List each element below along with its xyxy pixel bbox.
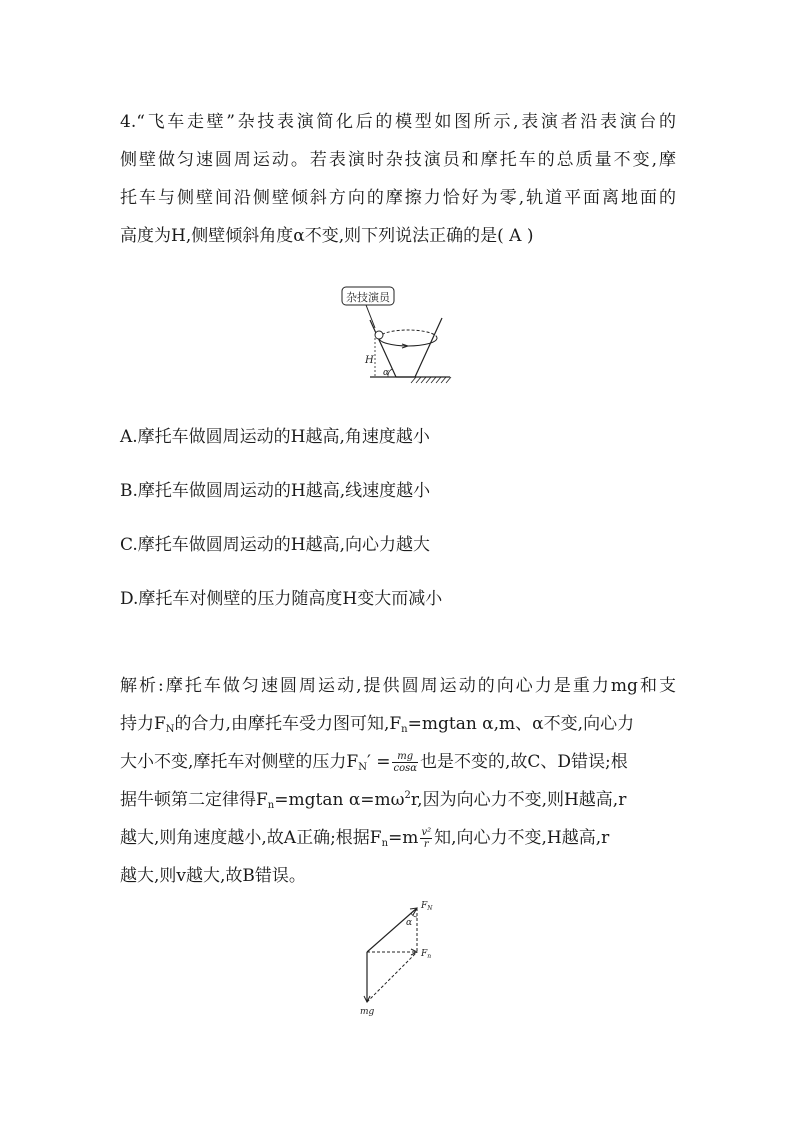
angle-label: α xyxy=(383,368,390,378)
question-line: 托车与侧壁间沿侧壁倾斜方向的摩擦力恰好为零,轨道平面离地面的 xyxy=(120,188,676,208)
option-a[interactable]: A.摩托车做圆周运动的H越高,角速度越小 xyxy=(120,427,430,447)
ground-hatching xyxy=(411,377,451,383)
solution-text: 持力F xyxy=(120,714,166,734)
orbit-front xyxy=(379,338,437,346)
subscript: N xyxy=(165,724,175,735)
fn-subscript: N xyxy=(427,905,433,912)
subscript: n xyxy=(267,800,275,811)
solution-text: 知,向心力不变,H越高,r xyxy=(434,828,610,848)
subscript: n xyxy=(381,838,389,849)
solution-line: 越大,则v越大,故B错误。 xyxy=(120,866,306,886)
solution-line xyxy=(120,705,676,743)
orbit-back xyxy=(379,330,437,338)
question-stem xyxy=(120,103,676,255)
leader-line xyxy=(366,305,375,328)
solution-text: =m xyxy=(388,828,419,848)
fraction-numerator: mg xyxy=(392,751,418,763)
normal-force-vector xyxy=(367,908,417,952)
solution-text: 的合力,由摩托车受力图可知,F xyxy=(174,714,402,734)
fn-net-letter: F xyxy=(421,949,428,959)
fn-letter: F xyxy=(421,901,428,911)
solution-text: =mgtan α,m、α不变,向心力 xyxy=(407,714,635,734)
fraction-v2-over-r xyxy=(420,827,432,850)
track-diagram xyxy=(330,280,470,392)
solution-text: r,因为向心力不变,则H越高,r xyxy=(410,790,627,810)
solution-line xyxy=(120,819,676,857)
solution-text: 也是不变的,故C、D错误;根 xyxy=(419,752,628,772)
fraction-denominator: r xyxy=(423,839,429,850)
solution-text: =mgtan α=mω xyxy=(274,790,405,810)
option-c[interactable]: C.摩托车做圆周运动的H越高,向心力越大 xyxy=(120,535,431,555)
subscript: N xyxy=(358,762,367,773)
subscript: n xyxy=(401,724,408,735)
fn-label xyxy=(420,901,433,912)
mg-label: mg xyxy=(360,1007,375,1017)
superscript: 2 xyxy=(404,790,411,801)
solution-line xyxy=(120,781,676,819)
solution xyxy=(120,667,676,895)
question-line: 侧壁做匀速圆周运动。若表演时杂技演员和摩托车的总质量不变,摩 xyxy=(120,150,676,170)
solution-line xyxy=(120,743,676,781)
option-b[interactable]: B.摩托车做圆周运动的H越高,线速度越小 xyxy=(120,481,431,501)
performer-icon xyxy=(375,331,383,339)
solution-text: 大小不变,摩托车对侧壁的压力F xyxy=(120,752,359,772)
fraction-numerator: v² xyxy=(421,827,432,838)
parallelogram-side xyxy=(367,952,417,1002)
fraction-denominator: cosα xyxy=(393,763,417,774)
performer-label: 杂技演员 xyxy=(346,291,390,304)
question-line: 高度为H,侧壁倾斜角度α不变,则下列说法正确的是( A ) xyxy=(120,226,534,246)
right-wall xyxy=(415,318,442,377)
solution-text: ′ = xyxy=(366,752,391,772)
height-label: H xyxy=(365,355,374,366)
question-line: 4.“飞车走壁”杂技表演简化后的模型如图所示,表演者沿表演台的 xyxy=(120,112,676,132)
solution-line: 解析:摩托车做匀速圆周运动,提供圆周运动的向心力是重力mg和支 xyxy=(120,676,676,696)
fraction-mg-over-cos xyxy=(392,751,418,774)
solution-text: 越大,则角速度越小,故A正确;根据F xyxy=(120,828,382,848)
angle-label: α xyxy=(406,918,413,928)
fn-net-subscript: n xyxy=(427,953,432,960)
force-diagram xyxy=(352,895,442,1020)
fn-net-label xyxy=(420,949,431,960)
option-d[interactable]: D.摩托车对侧壁的压力随高度H变大而减小 xyxy=(120,589,443,609)
solution-text: 据牛顿第二定律得F xyxy=(120,790,268,810)
